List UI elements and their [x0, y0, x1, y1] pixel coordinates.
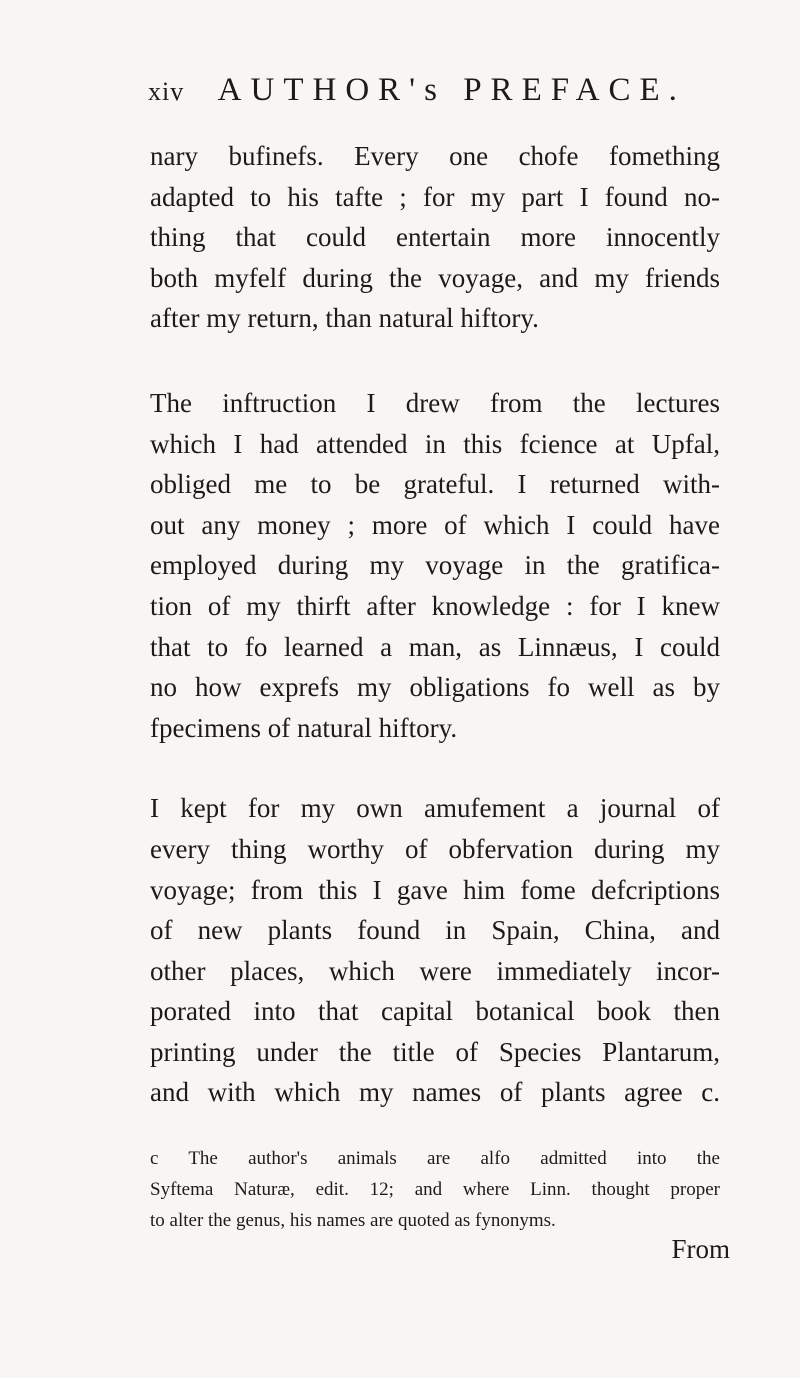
text-line: thing that could entertain more innocently — [150, 222, 720, 253]
text-line: every thing worthy of obfervation during my — [150, 833, 720, 864]
text-line: no how exprefs my obligations fo well as by — [150, 672, 720, 703]
paragraph-1 — [150, 136, 720, 339]
text-line: both myfelf during the voyage, and my friends — [150, 262, 720, 293]
text-line: that to fo learned a man, as Linnæus, I could — [150, 631, 720, 662]
main-text — [150, 136, 720, 1113]
text-line: adapted to his tafte ; for my part I found no- — [150, 181, 720, 212]
text-line: out any money ; more of which I could have — [150, 509, 720, 540]
catchword: From — [671, 1234, 730, 1264]
text-line: porated into that capital botanical book then — [150, 996, 720, 1027]
text-line: I kept for my own amufement a journal of — [150, 793, 720, 824]
text-line: obliged me to be grateful. I returned with- — [150, 469, 720, 500]
text-line: which I had attended in this fcience at Upfal, — [150, 428, 720, 459]
text-line: and with which my names of plants agree c. — [150, 1077, 720, 1108]
text-line: The inftruction I drew from the lectures — [150, 387, 720, 418]
text-line: printing under the title of Species Plantarum, — [150, 1036, 720, 1067]
text-line: fpecimens of natural hiftory. — [150, 712, 458, 743]
text-line: employed during my voyage in the gratifica- — [150, 550, 720, 581]
text-line: of new plants found in Spain, China, and — [150, 915, 720, 946]
text-line: other places, which were immediately incor- — [150, 955, 720, 986]
footnote-line: to alter the genus, his names are quoted as fynonyms. — [150, 1210, 556, 1231]
paragraph-2 — [150, 383, 720, 748]
footnote-line: Syftema Naturæ, edit. 12; and where Linn. thought proper — [150, 1179, 720, 1200]
running-header — [148, 72, 686, 116]
running-title: AUTHOR's PREFACE. — [217, 72, 686, 108]
text-line: nary bufinefs. Every one chofe fomething — [150, 141, 720, 171]
paragraph-3 — [150, 788, 720, 1113]
text-line: voyage; from this I gave him fome defcriptions — [150, 874, 720, 905]
text-line: after my return, than natural hiftory. — [150, 303, 539, 334]
page-number: xiv — [148, 77, 185, 106]
text-line: tion of my thirft after knowledge : for I knew — [150, 590, 720, 621]
footnote-line: c The author's animals are alfo admitted into the — [150, 1148, 720, 1169]
footnote — [150, 1143, 720, 1236]
